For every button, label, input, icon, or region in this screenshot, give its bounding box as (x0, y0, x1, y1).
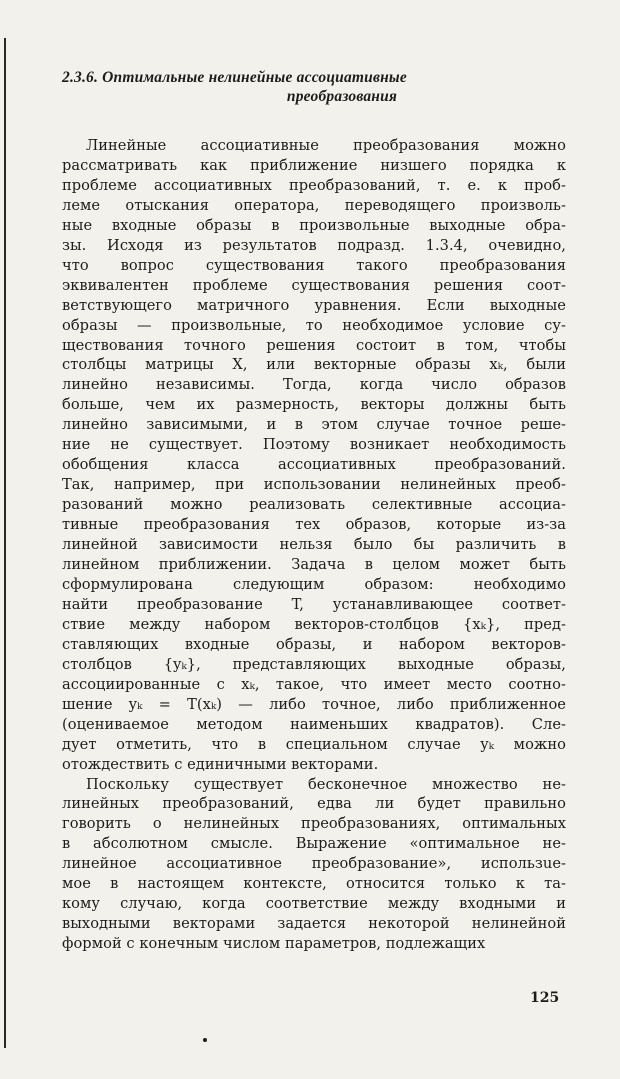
book-page (62, 68, 566, 954)
text-line: сформулирована следующим образом: необходимо (62, 575, 566, 593)
text-line: шение yₖ = T(xₖ) — либо точное, либо приближенное (62, 695, 566, 713)
text-line: Линейные ассоциативные преобразования можно (86, 137, 566, 154)
text-line: линейной зависимости нельзя было бы различить в (62, 536, 566, 554)
text-line: леме отыскания оператора, переводящего произволь- (62, 196, 566, 214)
text-line: линейно зависимыми, и в этом случае точное реше- (62, 416, 566, 434)
text-line: разований можно реализовать селективные ассоциа- (62, 496, 566, 514)
text-line: найти преобразование T, устанавливающее соответ- (62, 595, 566, 613)
section-heading (62, 68, 566, 106)
text-line: линейно независимы. Тогда, когда число образов (62, 376, 566, 394)
text-line: говорить о нелинейных преобразованиях, оптимальных (62, 815, 566, 833)
text-line: Так, например, при использовании нелинейных преоб- (62, 476, 566, 494)
text-line: ные входные образы в произвольные выходные обра- (62, 216, 566, 234)
text-line: линейное ассоциативное преобразование», использue- (62, 855, 566, 873)
text-line: ствие между набором векторов-столбцов {xₖ}, пред- (62, 615, 566, 633)
text-line: тивные преобразования тех образов, которые из-за (62, 516, 566, 534)
text-line: ставляющих входные образы, и набором векторов- (62, 635, 566, 653)
text-line: формой с конечным числом параметров, подлежащих (62, 935, 486, 953)
section-heading-line-1 (62, 68, 566, 87)
text-line: выходными векторами задается некоторой нелинейной (62, 915, 566, 933)
section-number: 2.3.6. (62, 69, 99, 86)
text-line: больше, чем их размерность, векторы должны быть (62, 396, 566, 414)
paragraph-1 (62, 136, 566, 775)
text-line: что вопрос существования такого преобразования (62, 256, 566, 274)
text-line: Поскольку существует бесконечное множество не- (86, 775, 566, 793)
section-title-part-1: Оптимальные нелинейные ассоциативные (102, 69, 407, 86)
text-line: ние не существует. Поэтому возникает необходимость (62, 436, 566, 454)
text-line: ассоциированные с xₖ, такое, что имеет место соотно- (62, 675, 566, 693)
text-line: линейных преобразований, едва ли будет правильно (62, 795, 566, 813)
text-line: мое в настоящем контексте, относится только к та- (62, 875, 566, 893)
text-line: зы. Исходя из результатов подразд. 1.3.4, очевидно, (62, 236, 566, 254)
text-line: ветствующего матричного уравнения. Если выходные (62, 296, 566, 314)
page-number: 125 (530, 990, 560, 1006)
text-line: в абсолютном смысле. Выражение «оптимальное не- (62, 835, 566, 853)
text-line: дует отметить, что в специальном случае yₖ можно (62, 735, 566, 753)
text-line: проблеме ассоциативных преобразований, т. е. к проб- (62, 176, 566, 194)
section-title-part-2: преобразования (286, 88, 398, 105)
paragraph-2 (62, 775, 566, 955)
text-line: образы — произвольные, то необходимое условие су- (62, 316, 566, 334)
text-line: (оцениваемое методом наименьших квадратов). Сле- (62, 715, 566, 733)
text-line: столбцов {yₖ}, представляющих выходные образы, (62, 655, 566, 673)
text-line: линейном приближении. Задача в целом может быть (62, 556, 566, 574)
text-line: рассматривать как приближение низшего порядка к (62, 156, 566, 174)
margin-rule (4, 38, 6, 1048)
print-speck (203, 1038, 207, 1042)
text-line: эквивалентен проблеме существования решения соот- (62, 276, 566, 294)
text-line: столбцы матрицы X, или векторные образы xₖ, были (62, 356, 566, 374)
text-line: обобщения класса ассоциативных преобразований. (62, 456, 566, 474)
text-line: кому случаю, когда соответствие между входными и (62, 895, 566, 913)
text-line: ществования точного решения состоит в том, чтобы (62, 336, 566, 354)
text-line: отождествить с единичными векторами. (62, 755, 379, 773)
